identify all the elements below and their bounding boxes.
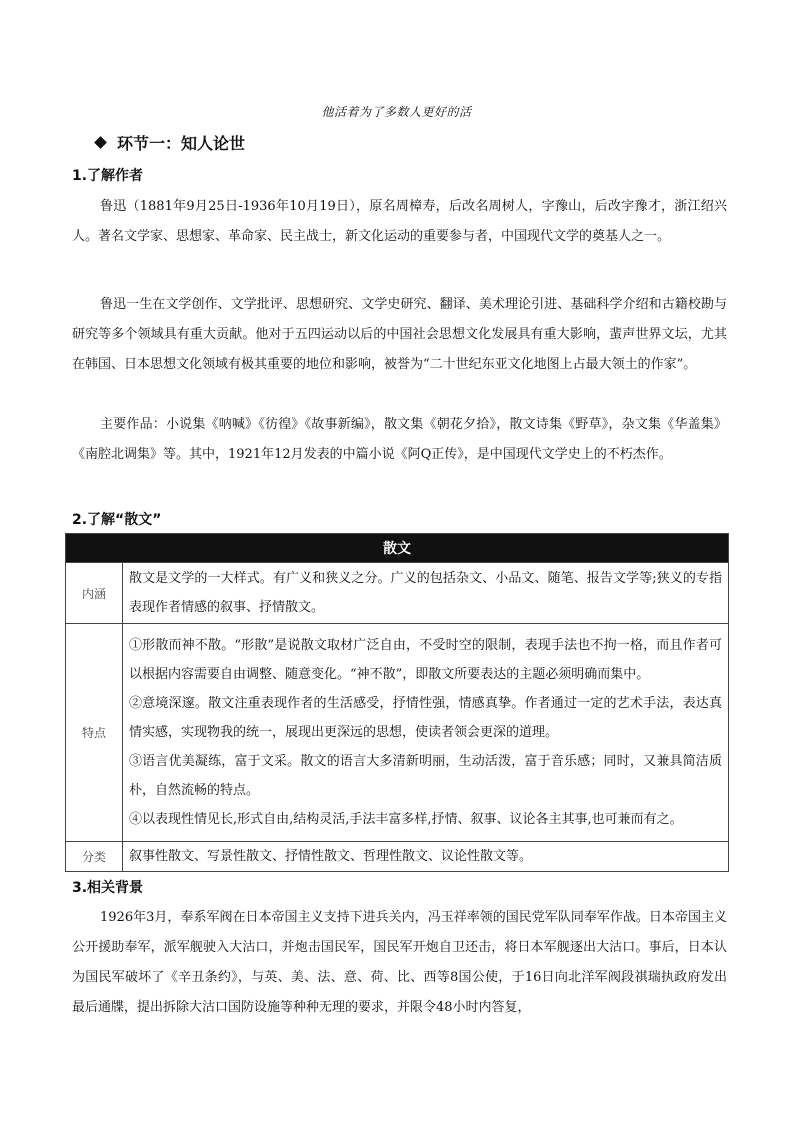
paragraph-author-works: 主要作品：小说集《呐喊》《彷徨》《故事新编》，散文集《朝花夕拾》，散文诗集《野草》，杂文集《华盖集》《南腔北调集》等。其中，1921年12月发表的中篇小说《阿Q正传》，是中国现代文学史上的不朽杰作。 <box>72 417 727 462</box>
heading-prose: 2.了解“散文” <box>72 512 162 528</box>
heading-background: 3.相关背景 <box>72 880 144 896</box>
feature-item: ③语言优美凝练，富于文采。散文的语言大多清新明丽，生动活泼，富于音乐感；同时，又兼具简洁质朴，自然流畅的特点。 <box>129 754 722 798</box>
paragraph-background: 1926年3月，奉系军阀在日本帝国主义支持下进兵关内，冯玉祥率领的国民党军队同奉军作战。日本帝国主义公开援助奉军，派军舰驶入大沽口，并炮击国民军，国民军开炮自卫还击，将日本军舰逐出大沽口。事后，日本认为国民军破坏了《辛丑条约》，与英、美、法、意、荷、比、西等8国公使，于16日向北洋军阀段祺瑞执政府发出最后通牒，提出拆除大沽口国防设施等种种无理的要求，并限令48小时内答复， <box>72 910 727 1015</box>
feature-item: ②意境深邃。散文注重表现作者的生活感受，抒情性强，情感真挚。作者通过一定的艺术手法，表达真情实感，实现物我的统一，展现出更深远的思想，使读者领会更深的道理。 <box>129 696 722 740</box>
row-label-connotation: 内涵 <box>66 563 123 624</box>
row-text-classification: 叙事性散文、写景性散文、抒情性散文、哲理性散文、议论性散文等。 <box>123 842 729 872</box>
feature-item: ①形散而神不散。“形散”是说散文取材广泛自由，不受时空的限制，表现手法也不拘一格，而且作者可以根据内容需要自由调整、随意变化。“神不散”，即散文所要表达的主题必须明确而集中。 <box>129 638 722 682</box>
section-title: 环节一：知人论世 <box>117 134 246 153</box>
paragraph-author-intro: 鲁迅（1881年9月25日-1936年10月19日），原名周樟寿，后改名周树人，字豫山，后改字豫才，浙江绍兴人。著名文学家、思想家、革命家、民主战士，新文化运动的重要参与者，中国现代文学的奠基人之一。 <box>72 199 727 244</box>
document-title: 他活着为了多数人更好的活 <box>321 105 472 119</box>
paragraph-author-contribution: 鲁迅一生在文学创作、文学批评、思想研究、文学史研究、翻译、美术理论引进、基础科学介绍和古籍校勘与研究等多个领域具有重大贡献。他对于五四运动以后的中国社会思想文化发展具有重大影响，蜚声世界文坛，尤其在韩国、日本思想文化领域有极其重要的地位和影响，被誉为“二十世纪东亚文化地图上占最大领土的作家”。 <box>72 297 727 372</box>
table-header: 散文 <box>66 534 729 563</box>
feature-item: ④以表现性情见长,形式自由,结构灵活,手法丰富多样,抒情、叙事、议论各主其事,也可兼而有之。 <box>129 812 683 827</box>
section-header <box>96 131 245 154</box>
row-label-features: 特点 <box>66 624 123 842</box>
heading-author: 1.了解作者 <box>72 168 144 184</box>
row-label-classification: 分类 <box>66 842 123 872</box>
diamond-bullet-icon <box>94 136 107 149</box>
row-text-connotation: 散文是文学的一大样式。有广义和狭义之分。广义的包括杂文、小品文、随笔、报告文学等;狭义的专指表现作者情感的叙事、抒情散文。 <box>123 563 729 624</box>
prose-table <box>65 533 729 872</box>
row-features-list <box>123 624 729 842</box>
